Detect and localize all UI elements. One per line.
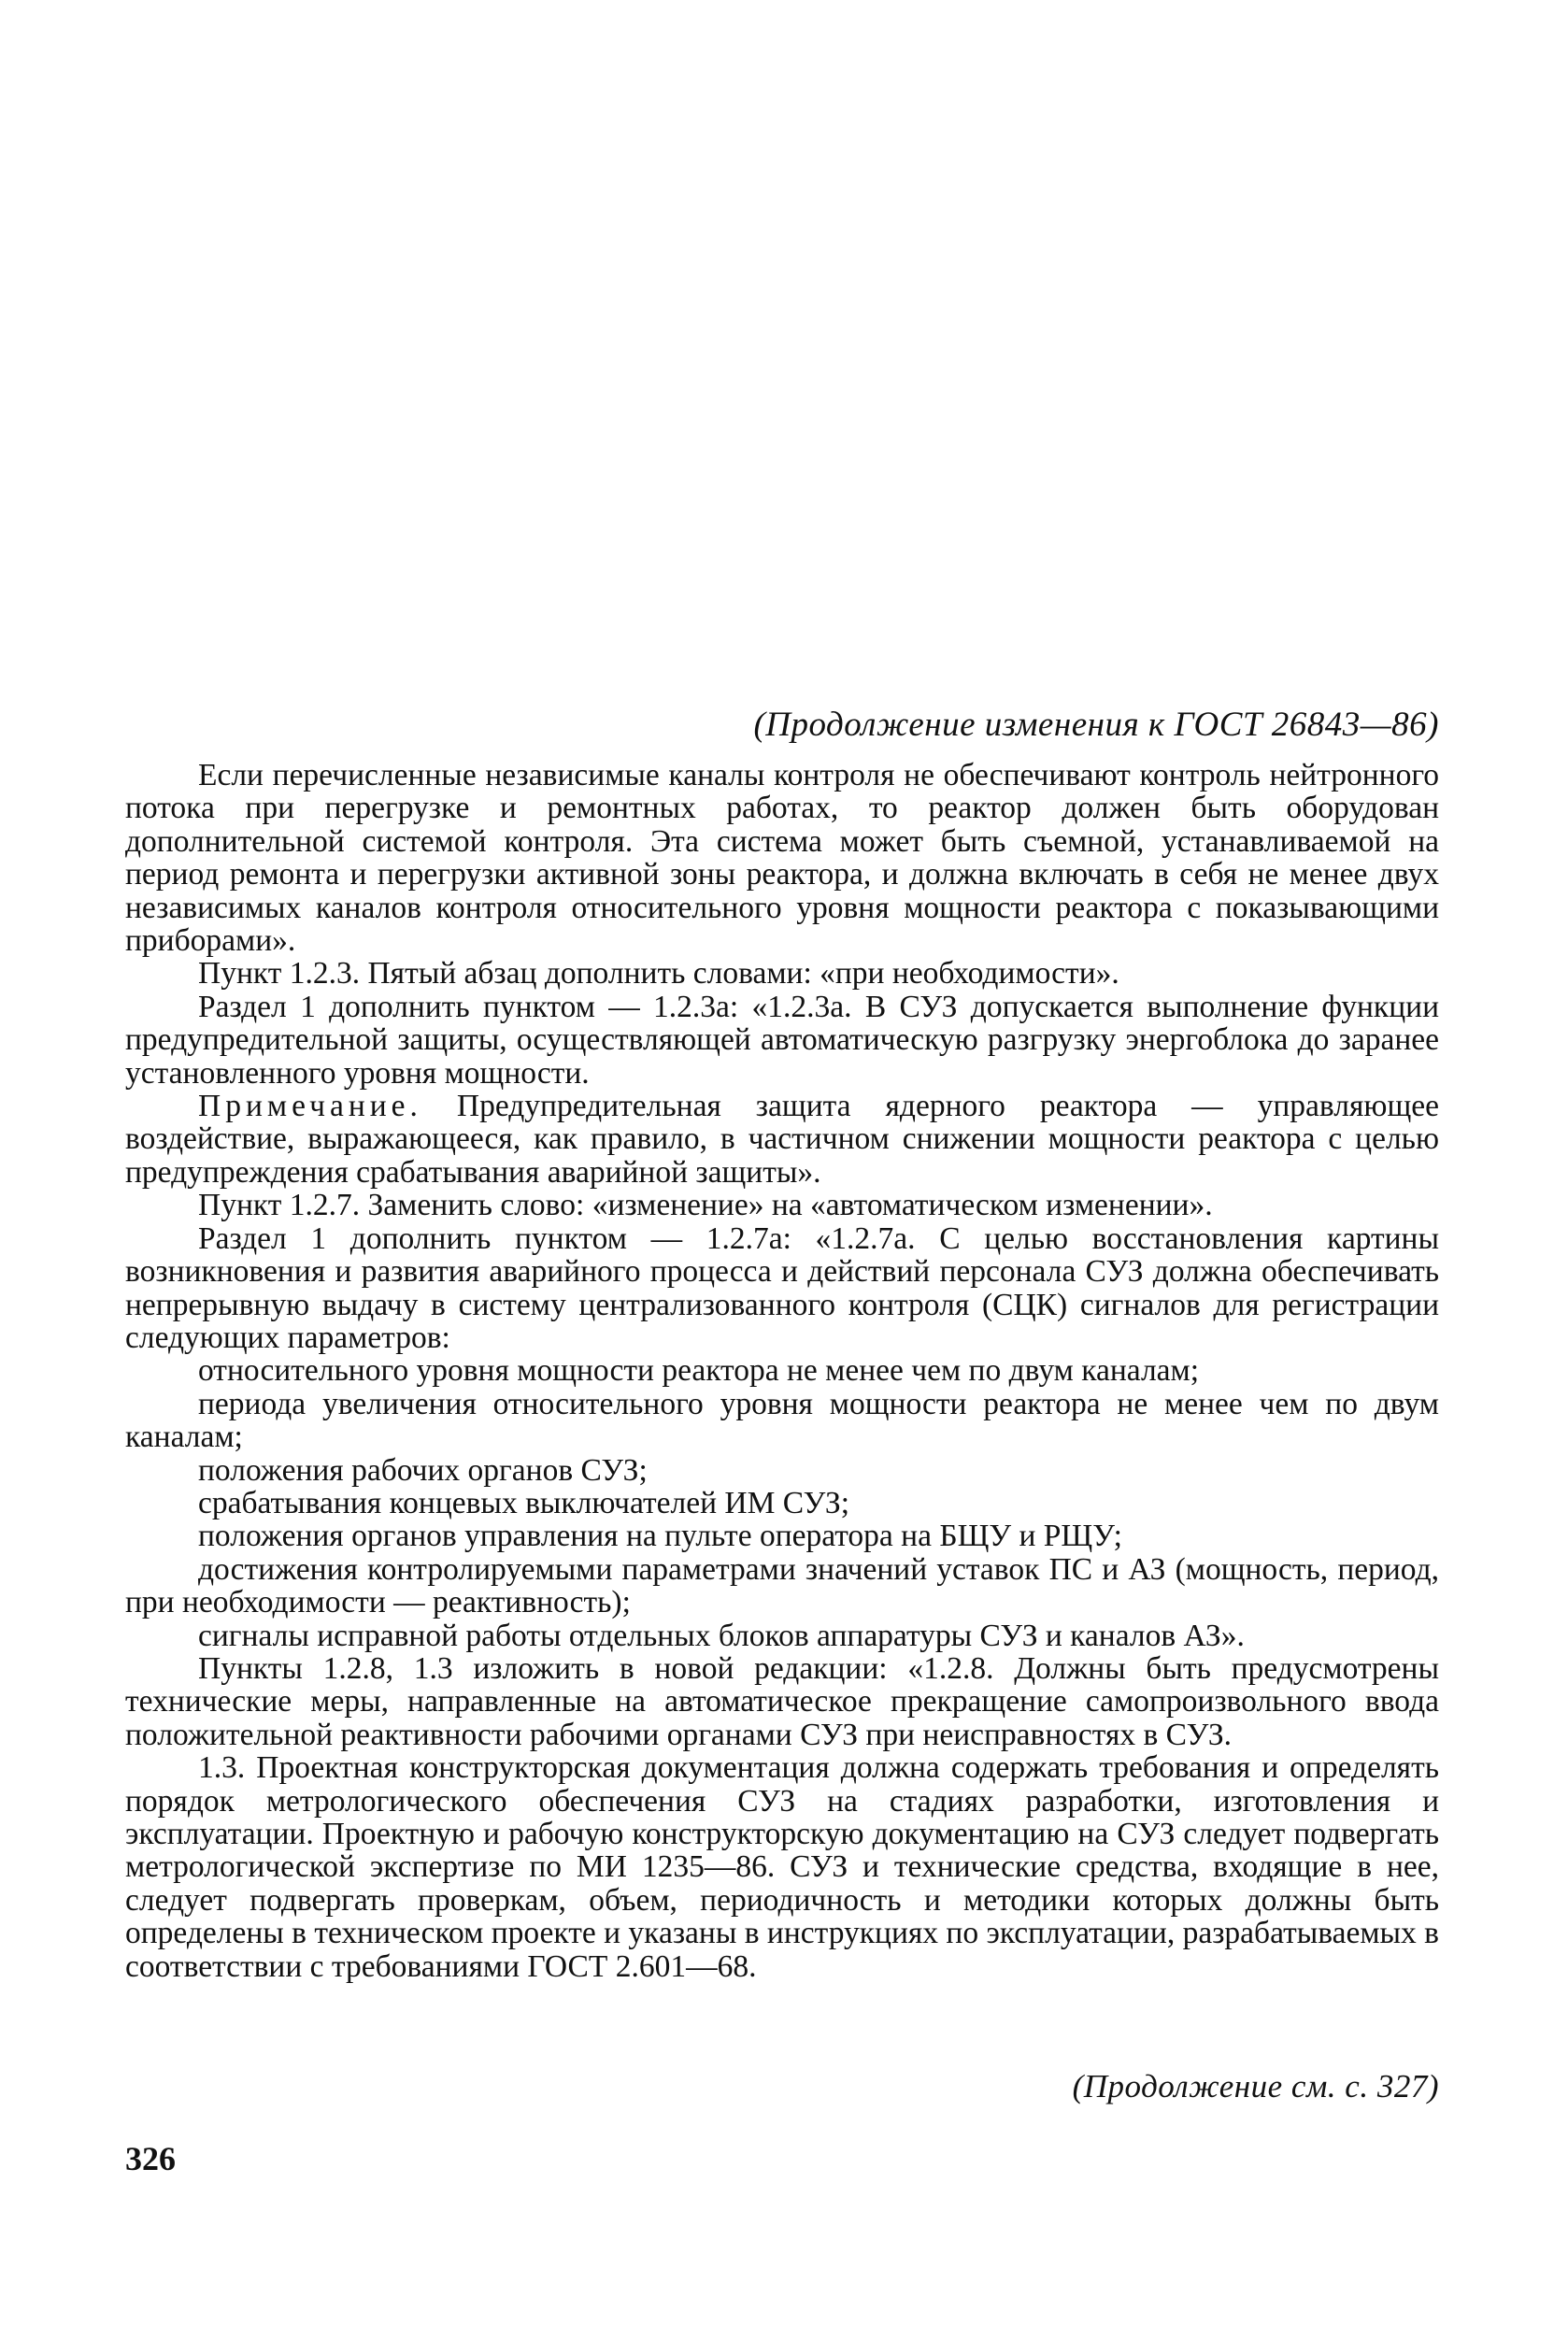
paragraph: 1.3. Проектная конструкторская документация должна содержать требования и определять порядок метрологического обеспечения СУЗ на стадиях разработки, изготовления и эксплуатации. Проектную и рабочую конструкторскую документацию на СУЗ следует подвергать метрологической экспертизе по МИ 1235—86. СУЗ и технические средства, входящие в нее, следует подвергать проверкам, объем, периодичность и методики которых должны быть определены в техническом проекте и указаны в инструкциях по эксплуатации, разрабатываемых в соответствии с требованиями ГОСТ 2.601—68. <box>125 1750 1440 1984</box>
continuation-header: (Продолжение изменения к ГОСТ 26843—86) <box>753 706 1439 744</box>
paragraph: Пункт 1.2.3. Пятый абзац дополнить словами: «при необходимости». <box>198 956 1119 992</box>
paragraph: Раздел 1 дополнить пунктом — 1.2.7а: «1.2.7а. С целью восстановления картины возникновения и развития аварийного процесса и действий персонала СУЗ должна обеспечивать непрерывную выдачу в систему централизованного контроля (СЦК) сигналов для регистрации следующих параметров: <box>125 1220 1439 1355</box>
list-item: достижения контролируемыми параметрами значений уставок ПС и АЗ (мощность, период, при необходимости — реактивность); <box>125 1551 1439 1620</box>
page-number: 326 <box>125 2140 176 2177</box>
list-item: сигналы исправной работы отдельных блоков аппаратуры СУЗ и каналов АЗ». <box>198 1618 1245 1653</box>
paragraph: Если перечисленные независимые каналы контроля не обеспечивают контроль нейтронного потока при перегрузке и ремонтных работах, то реактор должен быть оборудован дополнительной системой контроля. Эта система может быть съемной, устанавливаемой на период ремонта и перегрузки активной зоны реактора, и должна включать в себя не менее двух независимых каналов контроля относительного уровня мощности реактора с показывающими приборами». <box>125 758 1439 959</box>
paragraph: Пункты 1.2.8, 1.3 изложить в новой редакции: «1.2.8. Должны быть предусмотрены технические меры, направленные на автоматическое прекращение самопроизвольного ввода положительной реактивности рабочими органами СУЗ при неисправностях в СУЗ. <box>125 1650 1439 1752</box>
list-item: периода увеличения относительного уровня мощности реактора не менее чем по двум каналам; <box>125 1386 1439 1455</box>
continuation-footer: (Продолжение см. с. 327) <box>1072 2068 1439 2105</box>
paragraph: Пункт 1.2.7. Заменить слово: «изменение» на «автоматическом изменении». <box>198 1188 1213 1223</box>
paragraph: Раздел 1 дополнить пунктом — 1.2.3а: «1.2.3а. В СУЗ допускается выполнение функции предупредительной защиты, осуществляющей автоматическую разгрузку энергоблока до заранее установленного уровня мощности. <box>125 989 1439 1091</box>
note-label: Примечание. <box>198 1089 422 1124</box>
list-item: срабатывания концевых выключателей ИМ СУЗ; <box>198 1485 850 1520</box>
note-text: Предупредительная защита ядерного реактора — управляющее воздействие, выражающееся, как правило, в частичном снижении мощности реактора с целью предупреждения срабатывания аварийной защиты». <box>125 1089 1439 1190</box>
list-item: относительного уровня мощности реактора не менее чем по двум каналам; <box>198 1353 1200 1389</box>
body-text <box>125 759 1439 1983</box>
list-item: положения органов управления на пульте оператора на БЩУ и РЩУ; <box>198 1519 1122 1554</box>
list-item: положения рабочих органов СУЗ; <box>198 1452 648 1488</box>
note-paragraph <box>125 1090 1439 1189</box>
